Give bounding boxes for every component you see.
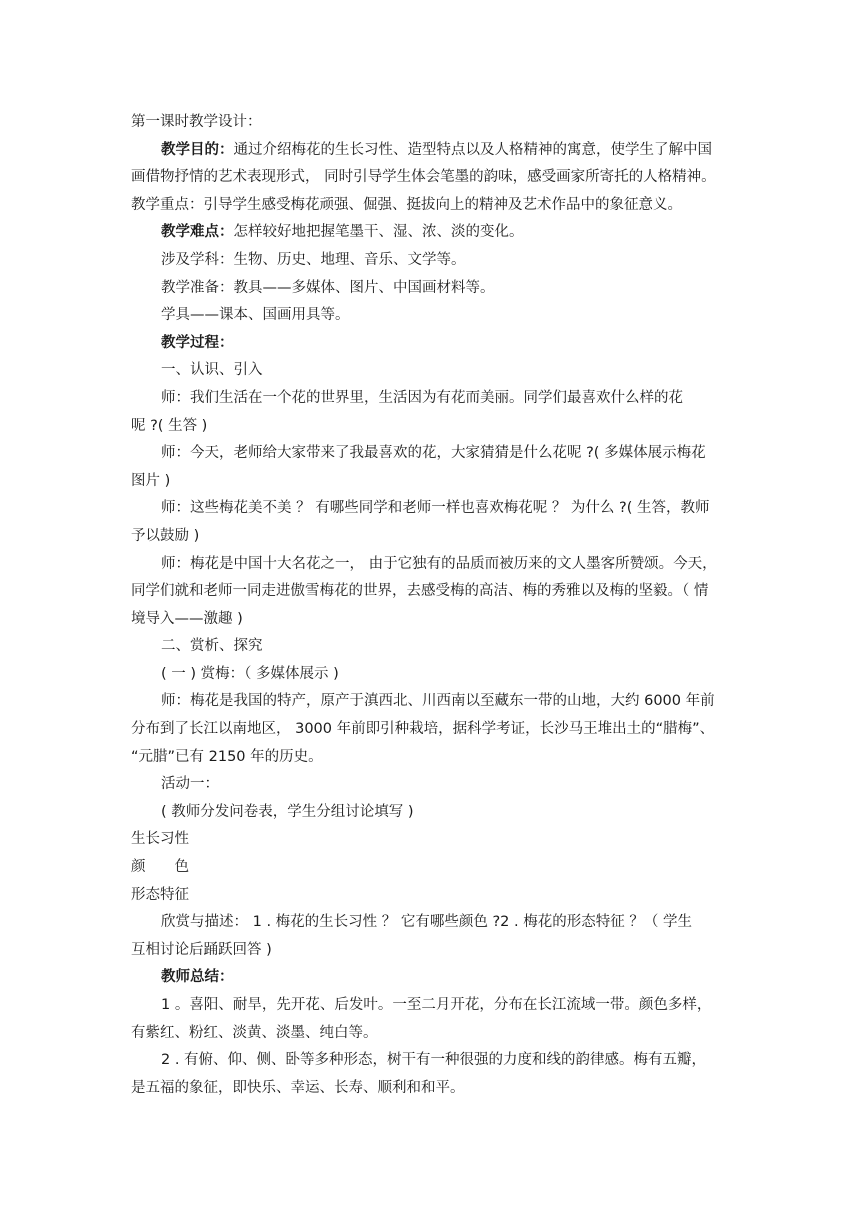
section-2-heading: 二、赏析、探究 (161, 638, 263, 655)
paragraph-1-line-1: 师：我们生活在一个花的世界里，生活因为有花而美丽。同学们最喜欢什么样的花 (161, 389, 683, 406)
appreciation-line-2: 互相讨论后踊跃回答 ) (131, 941, 272, 958)
table-label-shape: 形态特征 (131, 886, 189, 903)
appreciation-line-1: 欣赏与描述： 1 . 梅花的生长习性 ？ 它有哪些颜色 ?2 . 梅花的形态特征 ？（ 学生 (161, 914, 692, 931)
paragraph-5-line-3: “元腊”已有 2150 年的历史。 (131, 748, 323, 765)
paragraph-2-line-1: 师：今天，老师给大家带来了我最喜欢的花，大家猜猜是什么花呢 ?( 多媒体展示梅花 (161, 445, 706, 462)
prep-line: 教学准备：教具——多媒体、图片、中国画材料等。 (161, 279, 495, 296)
section-1-heading: 一、认识、引入 (161, 362, 263, 379)
objective-line-2: 画借物抒情的艺术表现形式， 同时引导学生体会笔墨的韵味，感受画家所寄托的人格精神。 (131, 169, 716, 186)
document-title: 第一课时教学设计： (131, 114, 262, 130)
subjects-line: 涉及学科：生物、历史、地理、音乐、文学等。 (161, 251, 466, 268)
paragraph-2-line-2: 图片 ) (131, 472, 171, 489)
process-heading: 教学过程： (161, 334, 234, 351)
document-page (131, 109, 731, 1102)
table-label-growth: 生长习性 (131, 831, 189, 848)
paragraph-3-line-1: 师：这些梅花美不美 ？ 有哪些同学和老师一样也喜欢梅花呢 ？ 为什么 ?( 生答，教师 (161, 500, 710, 517)
difficulty-label: 教学难点： (161, 224, 234, 241)
summary-1-line-1: 1 。喜阳、耐旱，先开花、后发叶。一至二月开花，分布在长江流域一带。颜色多样， (161, 997, 712, 1013)
summary-heading: 教师总结： (161, 969, 234, 986)
paragraph-4-line-1: 师：梅花是中国十大名花之一， 由于它独有的品质而被历来的文人墨客所赞颂。今天， (161, 555, 717, 572)
paragraph-1-line-2: 呢 ?( 生答 ) (131, 417, 208, 434)
activity-1-heading: 活动一： (161, 776, 219, 793)
difficulty-text: 怎样较好地把握笔墨干、湿、浓、淡的变化。 (233, 224, 524, 241)
difficulty-line (131, 219, 731, 247)
paragraph-5-line-1: 师：梅花是我国的特产，原产于滇西北、川西南以至藏东一带的山地，大约 6000 年前 (161, 693, 715, 710)
activity-1-description: ( 教师分发问卷表，学生分组讨论填写 ) (161, 803, 414, 820)
table-label-color: 颜 色 (131, 859, 189, 876)
summary-1-line-2: 有紫红、粉红、淡黄、淡墨、纯白等。 (131, 1024, 378, 1041)
summary-2-line-1: 2 . 有俯、仰、侧、卧等多种形态，树干有一种很强的力度和线的韵律感。梅有五瓣， (161, 1052, 707, 1069)
student-tools-line: 学具——课本、国画用具等。 (161, 307, 350, 324)
paragraph-4-line-3: 境导入——激趣 ) (131, 610, 243, 627)
paragraph-3-line-2: 予以鼓励 ) (131, 527, 200, 544)
objective-text-1: 通过介绍梅花的生长习性、造型特点以及人格精神的寓意，使学生了解中国 (233, 141, 712, 158)
objective-label: 教学目的： (161, 141, 234, 158)
subsection-1-heading: ( 一 ) 赏梅：（ 多媒体展示 ) (161, 665, 339, 682)
paragraph-5-line-2: 分布到了长江以南地区， 3000 年前即引种栽培，据科学考证，长沙马王堆出土的“腊梅”、 (131, 721, 715, 738)
key-point: 教学重点：引导学生感受梅花顽强、倔强、挺拔向上的精神及艺术作品中的象征意义。 (131, 196, 682, 213)
summary-2-line-2: 是五福的象征，即快乐、幸运、长寿、顺利和和平。 (131, 1079, 465, 1096)
paragraph-4-line-2: 同学们就和老师一同走进傲雪梅花的世界，去感受梅的高洁、梅的秀雅以及梅的坚毅。（ 情 (131, 583, 709, 600)
objective-line-1 (131, 137, 731, 165)
